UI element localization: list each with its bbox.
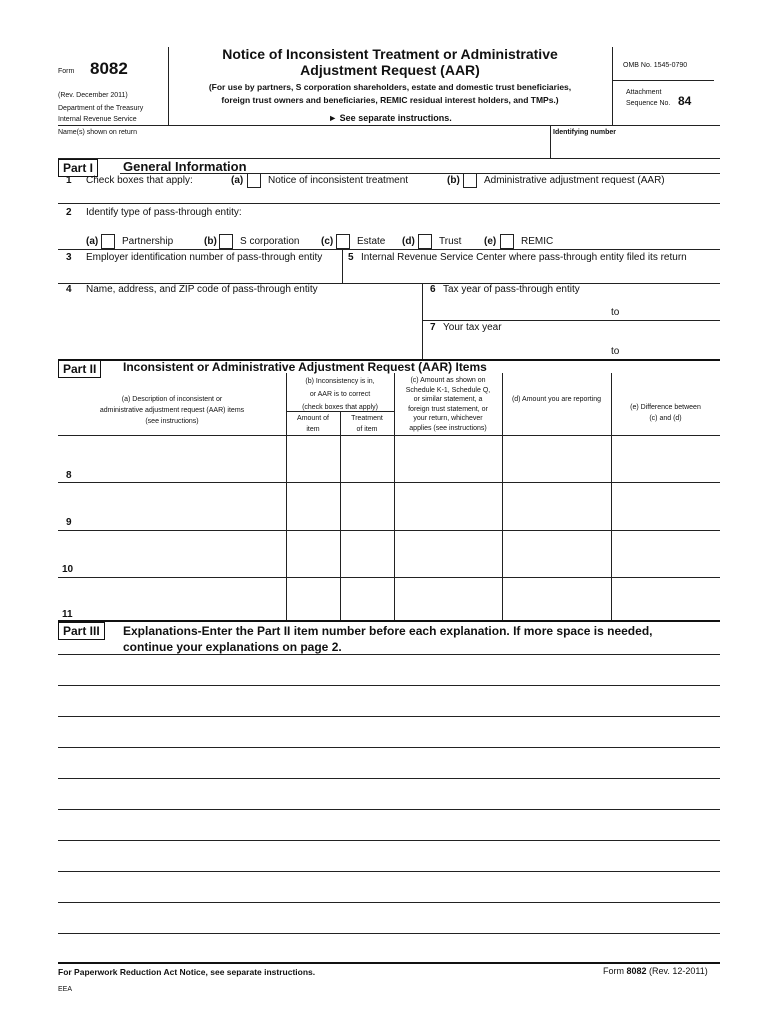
row-number: 8 (66, 470, 72, 481)
line4-divider (422, 283, 423, 360)
col-d-line1: (d) Amount you are reporting (511, 396, 602, 403)
form-subtitle-line1: (For use by partners, S corporation shareholders, estate and domestic trust beneficiaries, (208, 82, 572, 92)
col-b-line3: (check boxes that apply) (302, 404, 378, 411)
sequence-number: 84 (678, 94, 692, 108)
col-b-line2: or AAR is to correct (309, 391, 371, 398)
col-c-line5: your return, whichever (413, 415, 483, 422)
line1-b-text: Administrative adjustment request (AAR) (484, 175, 665, 186)
line1-b-letter: (b) (447, 175, 460, 186)
explanation-area[interactable] (58, 654, 720, 962)
line6-number: 6 (430, 284, 436, 295)
entity-estate-checkbox[interactable] (336, 234, 350, 249)
col-e-line1: (e) Difference between (630, 404, 701, 411)
line1-a-letter: (a) (231, 175, 244, 186)
line3-number: 3 (66, 252, 72, 263)
vendor-label: EEA (58, 986, 73, 993)
line3-label: Employer identification number of pass-through entity (86, 252, 323, 263)
entity-address-field[interactable] (58, 297, 422, 359)
col-a-header (58, 394, 286, 427)
revision-date: (Rev. December 2011) (58, 92, 128, 99)
row-number: 10 (62, 564, 74, 575)
ein-field[interactable] (58, 264, 342, 282)
line4-label: Name, address, and ZIP code of pass-through entity (86, 284, 318, 295)
form-number: 8082 (90, 59, 128, 78)
line7-to: to (611, 346, 620, 357)
col-a-line3: (see instructions) (145, 418, 199, 425)
explanation-line (58, 871, 720, 872)
omb-number: OMB No. 1545-0790 (623, 62, 688, 69)
form-reference (603, 967, 708, 976)
col-c-line3: or similar statement, a (413, 396, 483, 403)
col-b-sub2-line2: of item (356, 426, 378, 433)
header-divider-right (612, 47, 613, 125)
explanation-line (58, 902, 720, 903)
col-e-header (611, 402, 720, 424)
part2-tag: Part II (58, 360, 101, 378)
header-divider-left (168, 47, 169, 125)
line1-a-text: Notice of inconsistent treatment (268, 175, 409, 186)
entity-d-letter: (d) (402, 236, 415, 247)
col-b-sub2-header (340, 413, 394, 435)
line7-number: 7 (430, 322, 436, 333)
explanation-line (58, 933, 720, 934)
explanation-line (58, 840, 720, 841)
entity-b-letter: (b) (204, 236, 217, 247)
form-title-line1: Notice of Inconsistent Treatment or Administrative (222, 46, 558, 62)
entity-partnership-checkbox[interactable] (101, 234, 115, 249)
line6-bottom-rule (422, 320, 720, 321)
line7-label: Your tax year (443, 322, 502, 333)
identifying-divider (550, 125, 551, 158)
entity-s-corporation-checkbox[interactable] (219, 234, 233, 249)
form-ref-prefix: Form (603, 966, 627, 976)
entity-tax-year-field[interactable] (424, 298, 720, 318)
explanation-line (58, 685, 720, 686)
col-a-line2: administrative adjustment request (AAR) items (99, 407, 245, 414)
col-b-sub1-header (286, 413, 340, 435)
explanation-line (58, 778, 720, 779)
line4-number: 4 (66, 284, 72, 295)
line6-label: Tax year of pass-through entity (443, 284, 580, 295)
header-bottom-rule (58, 125, 720, 126)
table-row[interactable] (58, 483, 720, 530)
table-row[interactable] (58, 578, 720, 620)
col-c-line1: (c) Amount as shown on (410, 377, 486, 384)
explanation-line (58, 716, 720, 717)
line2-bottom-rule (58, 249, 720, 250)
entity-s-corporation-label: S corporation (240, 236, 300, 247)
row-number: 9 (66, 517, 72, 528)
col-b-sub2-line1: Treatment (351, 415, 383, 422)
entity-remic-label: REMIC (521, 236, 554, 247)
entity-e-letter: (e) (484, 236, 497, 247)
col-c-header (394, 376, 502, 433)
names-field[interactable] (58, 137, 550, 157)
part3-title-line1: Explanations-Enter the Part II item number before each explanation. If more space is needed, (123, 624, 653, 638)
identifying-number-field[interactable] (552, 137, 720, 157)
department-label: Department of the Treasury (58, 105, 144, 112)
col-b-line1: (b) Inconsistency is in, (305, 378, 375, 385)
table-row[interactable] (58, 436, 720, 482)
entity-c-letter: (c) (321, 236, 334, 247)
table-row[interactable] (58, 531, 720, 577)
part1-tag: Part I (58, 159, 98, 177)
form-title-line2: Adjustment Request (AAR) (300, 62, 480, 78)
explanation-line (58, 654, 720, 655)
entity-a-letter: (a) (86, 236, 99, 247)
col-e-line2: (c) and (d) (649, 415, 682, 422)
line1-label: Check boxes that apply: (86, 175, 193, 186)
omb-divider (612, 80, 714, 81)
part3-title-line2: continue your explanations on page 2. (123, 640, 342, 654)
identifying-label: Identifying number (553, 129, 616, 136)
col-b-sub1-line2: item (306, 426, 320, 433)
col-a-line1: (a) Description of inconsistent or (121, 396, 223, 403)
entity-trust-label: Trust (439, 236, 462, 247)
your-tax-year-field[interactable] (424, 336, 720, 358)
col-c-line2: Schedule K-1, Schedule Q, (405, 386, 491, 394)
col-c-line4: foreign trust statement, or (408, 405, 488, 413)
line5-label: Internal Revenue Service Center where pass-through entity filed its return (361, 252, 687, 263)
entity-partnership-label: Partnership (122, 236, 174, 247)
line5-number: 5 (348, 252, 354, 263)
attachment-label: Attachment (626, 89, 662, 96)
explanation-line (58, 809, 720, 810)
col-b-sub1-line1: Amount of (297, 415, 329, 422)
part3-top-rule (58, 620, 720, 622)
line2-label: Identify type of pass-through entity: (86, 207, 242, 218)
part3-tag: Part III (58, 622, 105, 640)
form-subtitle-line2: foreign trust owners and beneficiaries, REMIC residual interest holders, and TMPs.) (221, 95, 559, 105)
line2-number: 2 (66, 207, 72, 218)
part2-title: Inconsistent or Administrative Adjustment Request (AAR) Items (123, 360, 487, 374)
col-b-sub-rule (286, 411, 394, 412)
line1-a-checkbox[interactable] (247, 173, 261, 188)
row-number: 11 (62, 609, 73, 620)
col-d-header (502, 394, 611, 405)
line6-to: to (611, 307, 620, 318)
line1-number: 1 (66, 175, 72, 186)
col-b-header (286, 375, 394, 414)
form-label: Form (58, 68, 75, 75)
sequence-label: Sequence No. (626, 100, 671, 107)
line1-bottom-rule (58, 203, 720, 204)
explanation-line (58, 747, 720, 748)
line3-divider (342, 249, 343, 283)
names-label: Name(s) shown on return (58, 129, 137, 136)
entity-remic-checkbox[interactable] (500, 234, 514, 249)
entity-trust-checkbox[interactable] (418, 234, 432, 249)
service-label: Internal Revenue Service (58, 116, 137, 123)
form-ref-number: 8082 (626, 966, 647, 976)
paperwork-notice: For Paperwork Reduction Act Notice, see separate instructions. (58, 967, 316, 977)
irs-center-field[interactable] (344, 264, 720, 282)
see-instructions: ► See separate instructions. (328, 113, 452, 123)
part1-title-rule (120, 173, 720, 174)
entity-estate-label: Estate (357, 236, 386, 247)
part1-title: General Information (123, 159, 247, 174)
footer-rule (58, 962, 720, 964)
line1-b-checkbox[interactable] (463, 173, 477, 188)
col-c-line6: applies (see instructions) (409, 424, 487, 432)
form-ref-suffix: (Rev. 12-2011) (646, 966, 708, 976)
